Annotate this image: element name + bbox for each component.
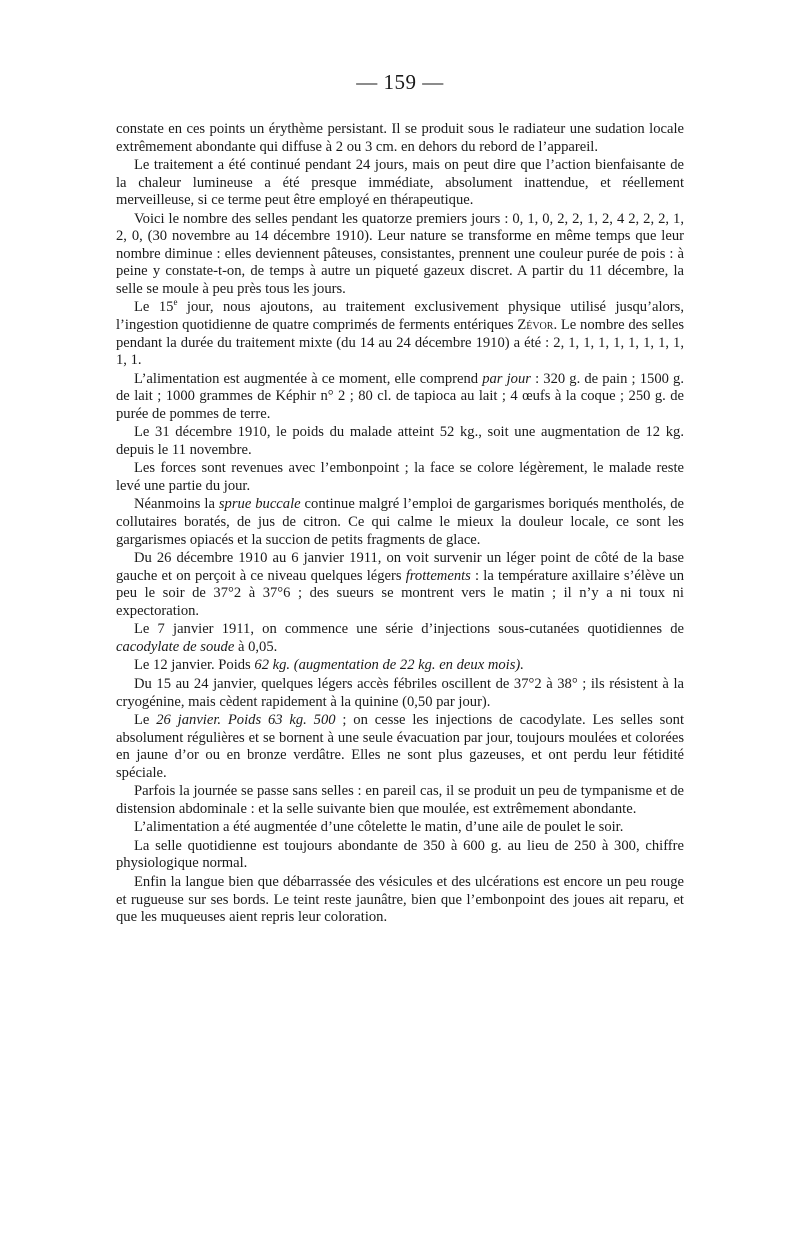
text-segment: : la température axillaire s’élève un peu le soir de 37°2 à 37°6 ; des sueurs se montrent vers le matin ; il n’y a ni toux ni expectoration.: [116, 567, 684, 619]
paragraph-p11: [116, 657, 684, 675]
text-segment: Voici le nombre des selles pendant les quatorze premiers jours : 0, 1, 0, 2, 2, 1, 2, 4 2, 2, 2, 1, 2, 0, (30 novembre au 14 décembre 1910). Leur nature se transforme en même temps que leur nombre diminue : elles deviennent pâteuses, consistantes, prennent une couleur purée de pois : à peine y constate-t-on, de temps à autre un piqueté gazeux discret. A partir du 11 décembre, la selle se moule à peu près tous les jours.: [116, 210, 684, 297]
paragraph-p10: [116, 621, 684, 656]
text-segment: continue malgré l’emploi de gargarismes boriqués mentholés, de collutaires boratés, de jus de citron. Ce qui calme le mieux la douleur locale, ce sont les gargarismes opiacés et la succion de petits fragments de glace.: [116, 496, 684, 548]
paragraph-p1: [116, 121, 684, 156]
text-segment: sprue buccale: [218, 496, 301, 513]
text-segment: Du 15 au 24 janvier, quelques légers accès fébriles oscillent de 37°2 à 38° ; ils résistent à la cryogénine, mais cèdent rapidement à la quinine (0,50 par jour).: [116, 675, 684, 710]
paragraph-p5: [116, 371, 684, 424]
paragraph-p14: [116, 783, 684, 818]
paragraph-p12: [116, 676, 684, 711]
text-segment: à 0,05.: [234, 638, 278, 655]
text-segment: ; on cesse les injections de cacodylate. Les selles sont absolument régulières et se bornent à une seule évacuation par jour, toujours moulées et colorées en jaune d’or ou en bronze verdâtre. Elles ne sont plus gazeuses, et ont perdu leur fétidité spéciale.: [116, 712, 684, 781]
text-segment: Zévor: [517, 317, 554, 334]
text-segment: Du 26 décembre 1910 au 6 janvier 1911, on voit survenir un léger point de côté de la base gauche et on perçoit à ce niveau quelques légers: [116, 550, 684, 584]
text-segment: La selle quotidienne est toujours abondante de 350 à 600 g. au lieu de 250 à 300, chiffre physiologique normal.: [116, 837, 684, 872]
paragraph-p17: [116, 874, 684, 927]
paragraph-p4: [116, 299, 684, 369]
paragraph-p15: [116, 819, 684, 837]
text-segment: constate en ces points un érythème persistant. Il se produit sous le radiateur une sudation locale extrêmement abondante qui diffuse à 2 ou 3 cm. en dehors du rebord de l’appareil.: [116, 121, 684, 155]
text-segment: L’alimentation a été augmentée d’une côtelette le matin, d’une aile de poulet le soir.: [134, 819, 624, 836]
paragraph-p3: [116, 211, 684, 299]
page-number: — 159 —: [356, 70, 444, 94]
paragraph-p2: [116, 157, 684, 210]
text-segment: cacodylate de soude: [116, 638, 235, 655]
paragraph-p13: [116, 712, 684, 782]
text-segment: Néanmoins la: [134, 496, 219, 513]
text-segment: Le 15: [134, 299, 174, 316]
text-segment: Le 12 janvier. Poids: [134, 657, 255, 674]
text-segment: Enfin la langue bien que débarrassée des vésicules et des ulcérations est encore un peu rouge et rugueuse sur ses bords. Le teint reste jaunâtre, bien que l’embonpoint des joues ait reparu, et que les muqueuses aient repris leur coloration.: [116, 873, 684, 926]
text-segment: 62 kg. (augmentation de 22 kg. en deux mois).: [254, 657, 524, 674]
text-segment: e: [173, 297, 178, 308]
paragraph-p6: [116, 424, 684, 459]
text-segment: Le: [134, 712, 157, 729]
paragraph-p7: [116, 460, 684, 495]
paragraph-p16: [116, 838, 684, 873]
text-segment: . Le nombre des selles pendant la durée du traitement mixte (du 14 au 24 décembre 1910) a été : 2, 1, 1, 1, 1, 1, 1, 1, 1, 1, 1.: [116, 317, 684, 369]
text-segment: : 320 g. de pain ; 1500 g. de lait ; 1000 grammes de Képhir n° 2 ; 80 cl. de tapioca au lait ; 4 œufs à la coque ; 250 g. de purée de pommes de terre.: [116, 370, 685, 422]
text-segment: Le 7 janvier 1911, on commence une série d’injections sous-cutanées quotidiennes de: [134, 621, 684, 638]
text-segment: Le 31 décembre 1910, le poids du malade atteint 52 kg., soit une augmentation de 12 kg. depuis le 11 novembre.: [116, 424, 684, 458]
text-segment: Le traitement a été continué pendant 24 jours, mais on peut dire que l’action bienfaisante de la chaleur lumineuse a été presque immédiate, absolument inattendue, et réellement merveilleuse, si ce terme peut être employé en thérapeutique.: [116, 157, 684, 209]
paragraph-p9: [116, 550, 684, 620]
paragraph-p8: [116, 496, 684, 549]
text-segment: 26 janvier. Poids 63 kg. 500: [156, 712, 336, 729]
text-segment: Les forces sont revenues avec l’embonpoint ; la face se colore légèrement, le malade reste levé une partie du jour.: [116, 460, 684, 494]
body-text: [116, 121, 684, 927]
text-segment: L’alimentation est augmentée à ce moment, elle comprend: [134, 370, 483, 387]
text-segment: par jour: [482, 370, 531, 387]
text-segment: jour, nous ajoutons, au traitement exclusivement physique utilisé jusqu’alors, l’ingestion quotidienne de quatre comprimés de ferments entériques: [116, 299, 684, 334]
text-segment: Parfois la journée se passe sans selles : en pareil cas, il se produit un peu de tympanisme et de distension abdominale : et la selle suivante bien que moulée, est extrêmement abondante.: [116, 783, 684, 817]
text-segment: frottements: [405, 567, 471, 584]
